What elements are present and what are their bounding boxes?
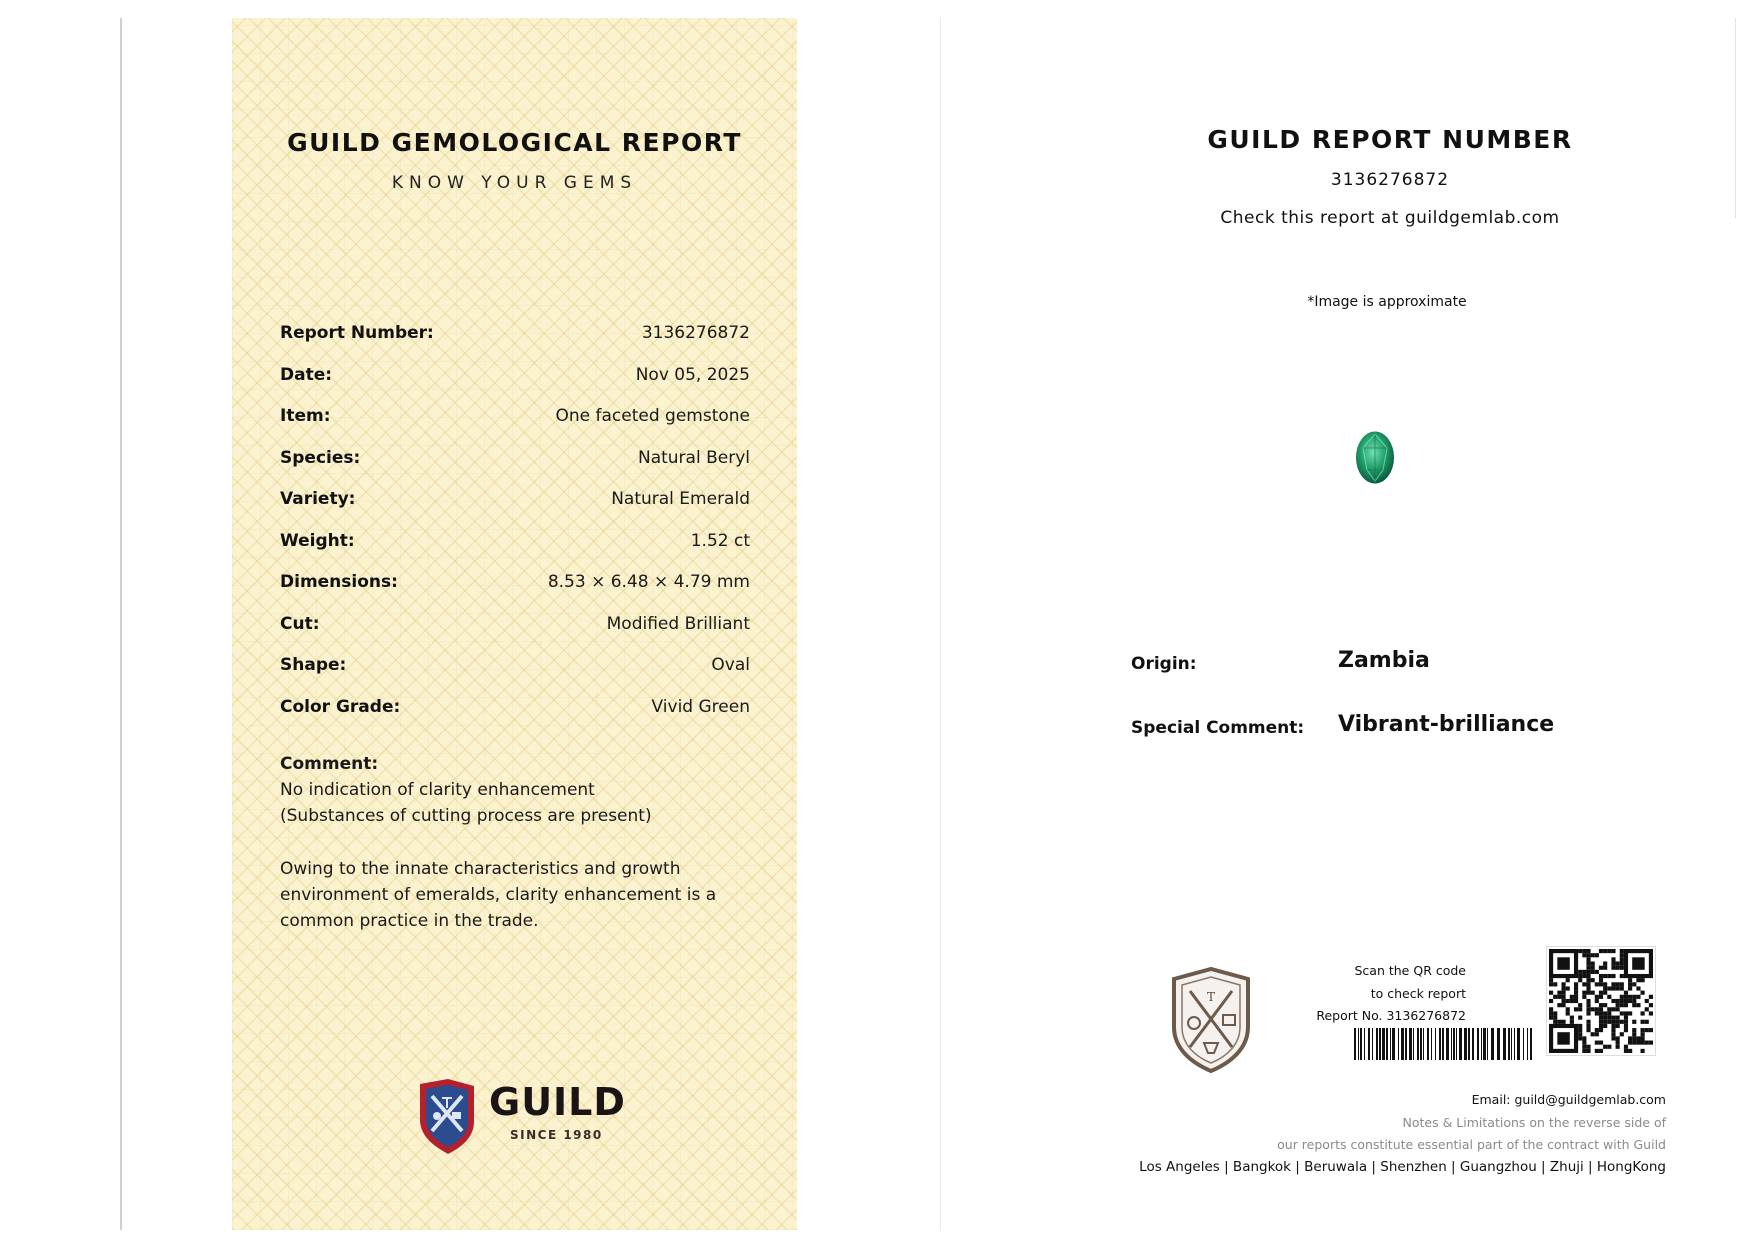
- footer-notes-line: Notes & Limitations on the reverse side of: [1402, 1115, 1666, 1130]
- image-note: *Image is approximate: [1307, 294, 1467, 310]
- logo-since: SINCE 1980: [510, 1128, 603, 1142]
- detail-row-report-number: [280, 323, 750, 365]
- details-list: [280, 323, 750, 738]
- qr-instructions: [1246, 960, 1466, 1028]
- report-number-title: GUILD REPORT NUMBER: [1207, 125, 1573, 154]
- detail-label: Cut:: [280, 613, 320, 634]
- detail-row-shape: [280, 655, 750, 697]
- detail-label: Report Number:: [280, 323, 434, 343]
- guild-logo: [412, 1076, 632, 1158]
- detail-label: Date:: [280, 364, 333, 385]
- scan-edge-left: [120, 18, 122, 1230]
- report-card-left: [232, 18, 797, 1230]
- detail-label: Shape:: [280, 655, 347, 675]
- detail-value: 8.53 × 6.48 × 4.79 mm: [547, 572, 750, 592]
- comment-block: [280, 751, 750, 829]
- qr-line: to check report: [1370, 985, 1466, 1001]
- detail-row-species: [280, 448, 750, 490]
- detail-value: Nov 05, 2025: [635, 364, 750, 385]
- barcode-icon: [1354, 1028, 1534, 1060]
- detail-row-cut: [280, 614, 750, 656]
- detail-row-variety: [280, 489, 750, 531]
- detail-value: 3136276872: [641, 323, 750, 343]
- detail-value: One faceted gemstone: [555, 406, 750, 426]
- detail-value: 1.52 ct: [690, 530, 750, 551]
- origin-value: Zambia: [1338, 648, 1430, 673]
- origin-label: Origin:: [1131, 654, 1197, 674]
- comment-label: Comment:: [280, 754, 379, 774]
- svg-text:T: T: [1206, 990, 1216, 1004]
- fold-line: [940, 18, 941, 1230]
- detail-value: Vivid Green: [651, 696, 750, 717]
- emerald-gem-icon: [1355, 430, 1395, 485]
- special-comment-label: Special Comment:: [1131, 718, 1305, 738]
- detail-label: Species:: [280, 447, 361, 468]
- detail-value: Oval: [711, 655, 750, 675]
- detail-label: Dimensions:: [280, 572, 398, 592]
- qr-code-icon[interactable]: [1546, 946, 1656, 1056]
- detail-row-color-grade: [280, 697, 750, 739]
- detail-label: Weight:: [280, 530, 355, 551]
- detail-value: Modified Brilliant: [606, 613, 750, 634]
- detail-label: Variety:: [280, 489, 356, 509]
- report-card-right: [1000, 0, 1740, 1240]
- detail-value: Natural Emerald: [611, 489, 750, 509]
- comment-line: No indication of clarity enhancement: [280, 780, 595, 800]
- trade-note: [280, 856, 750, 934]
- comment-line: (Substances of cutting process are present): [280, 806, 652, 826]
- guild-shield-logo-icon: [412, 1076, 482, 1156]
- detail-row-dimensions: [280, 572, 750, 614]
- trade-note-line: Owing to the innate characteristics and growth: [280, 859, 681, 879]
- detail-label: Color Grade:: [280, 696, 401, 717]
- qr-line: Report No. 3136276872: [1316, 1008, 1466, 1023]
- special-comment-value: Vibrant-brilliance: [1338, 712, 1555, 737]
- crest-seal-icon: [1168, 965, 1254, 1075]
- detail-label: Item:: [280, 406, 331, 426]
- detail-row-date: [280, 365, 750, 407]
- trade-note-line: environment of emeralds, clarity enhancement is a: [280, 885, 717, 905]
- detail-row-item: [280, 406, 750, 448]
- report-subtitle: KNOW YOUR GEMS: [391, 173, 638, 193]
- detail-value: Natural Beryl: [637, 447, 750, 468]
- logo-wordmark: GUILD: [489, 1080, 626, 1124]
- report-title: GUILD GEMOLOGICAL REPORT: [287, 128, 742, 157]
- qr-line: Scan the QR code: [1354, 963, 1466, 978]
- footer-cities: Los Angeles | Bangkok | Beruwala | Shenzhen | Guangzhou | Zhuji | HongKong: [1139, 1159, 1666, 1175]
- footer-notes-line: our reports constitute essential part of the contract with Guild: [1277, 1137, 1666, 1152]
- trade-note-line: common practice in the trade.: [280, 911, 539, 931]
- detail-row-weight: [280, 531, 750, 573]
- footer-email[interactable]: Email: guild@guildgemlab.com: [1471, 1092, 1666, 1107]
- report-number-value: 3136276872: [1330, 170, 1450, 190]
- verify-link-text[interactable]: Check this report at guildgemlab.com: [1220, 208, 1560, 228]
